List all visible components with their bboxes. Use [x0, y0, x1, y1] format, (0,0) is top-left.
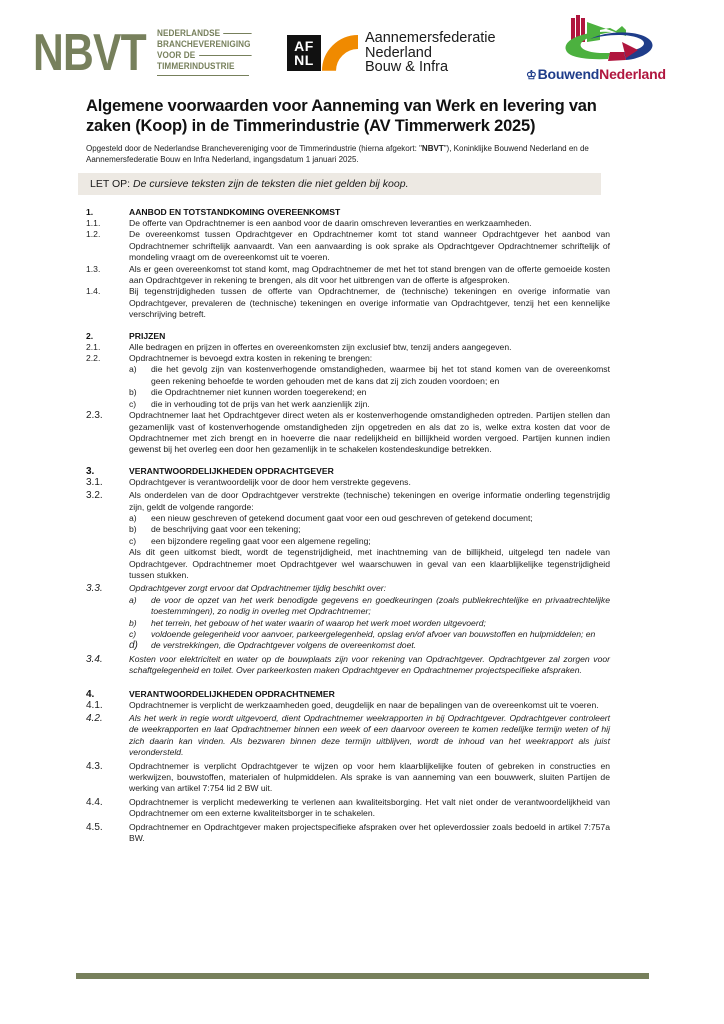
nbvt-logo-line: NEDERLANDSE	[157, 28, 221, 39]
list-item-text: die het gevolg zijn van kostenverhogende omstandigheden, waarmee bij het tot stand komen van de overeenkomst geen rekening behoefde te worden gehouden met de kans dat zij zich zouden voordoen; en	[151, 364, 610, 386]
section-number: 2.	[86, 330, 94, 341]
article	[86, 477, 610, 488]
list-item	[129, 513, 610, 524]
note-text: De cursieve teksten zijn de teksten die niet gelden bij koop.	[133, 178, 409, 190]
article	[86, 229, 610, 263]
list-item-letter: a)	[129, 364, 137, 375]
article-body	[129, 286, 610, 320]
article-text: Opdrachtnemer laat het Opdrachtgever direct weten als er kostenverhogende omstandigheden optreden. Partijen stellen dan gezamenlijk vast of kostenverhogende omstandigheden zijn opgetreden en als dat zo is, welke extra kosten dat voor de Opdrachtnemer met zich brengt en in hoeverre die naar redelijkheid en billijkheid worden vergoed. Partijen kunnen indien gewenst bij het overleg een door hen gezamenlijk in te schakelen kostendeskundige betrekken.	[129, 410, 610, 455]
note-box	[78, 173, 601, 195]
article-number: 3.2.	[86, 490, 103, 502]
article-number: 4.2.	[86, 713, 103, 725]
list-item-text: een nieuw geschreven of getekend document gaat voor een oud geschreven of getekend document;	[151, 512, 533, 523]
list-item	[129, 524, 610, 535]
article-number: 4.4.	[86, 796, 103, 808]
afnl-name-line: Aannemersfederatie	[365, 30, 496, 46]
list-item	[129, 536, 610, 547]
article	[86, 410, 610, 456]
article-number: 3.1.	[86, 476, 103, 488]
list-item	[129, 640, 610, 651]
note-label: LET OP:	[90, 178, 133, 190]
section	[86, 207, 610, 321]
article-body	[129, 490, 610, 581]
article	[86, 353, 610, 410]
list-item-letter: c)	[129, 398, 137, 409]
section-heading	[86, 207, 610, 218]
article-text: Alle bedragen en prijzen in offertes en overeenkomsten zijn exclusief btw, tenzij anders aangegeven.	[129, 341, 512, 352]
nbvt-logo	[33, 24, 251, 82]
article-number: 2.1.	[86, 341, 101, 352]
article-number: 1.3.	[86, 263, 101, 274]
article	[86, 583, 610, 651]
list-item	[129, 399, 610, 410]
article-number: 4.1.	[86, 699, 103, 711]
nbvt-logo-line: VOOR DE	[157, 50, 196, 61]
article-number: 1.1.	[86, 218, 101, 228]
list-item-text: de voor de opzet van het werk benodigde gegevens en goedkeuringen (zoals publiekrechtelijke en privaatrechtelijke toestemmingen), zo nodig in overleg met Opdrachtnemer;	[151, 594, 610, 617]
list-item-letter: c)	[129, 535, 137, 546]
list-item-letter: b)	[129, 387, 137, 398]
list-item-letter: b)	[129, 617, 137, 628]
article	[86, 218, 610, 229]
article-text: Als er geen overeenkomst tot stand komt, mag Opdrachtnemer de met het tot stand brengen van de offerte gemoeide kosten aan Opdrachtgever in rekening te brengen, als dit voor het uitbrengen van de offerte is afgesproken.	[129, 263, 610, 286]
article-text: Opdrachtnemer is bevoegd extra kosten in rekening te brengen:	[129, 353, 373, 364]
bnl-name-part: Bouwend	[537, 66, 600, 82]
section-number: 1.	[86, 207, 94, 217]
article-body	[129, 477, 610, 488]
list-item-text: die Opdrachtnemer niet kunnen worden toegerekend; en	[151, 387, 367, 398]
article	[86, 342, 610, 353]
article-body	[129, 583, 610, 651]
article-body	[129, 797, 610, 820]
article-number: 3.3.	[86, 583, 103, 595]
list-item-letter: a)	[129, 594, 137, 605]
logo-rule	[157, 75, 249, 76]
article	[86, 264, 610, 287]
nbvt-logo-line: BRANCHEVERENIGING	[157, 39, 251, 50]
sections	[86, 207, 610, 847]
list-item-text: voldoende gelegenheid voor aanvoer, parkeergelegenheid, opslag en/of afvoer van bouwstoffen en hulpmiddelen; en	[151, 629, 596, 639]
logo-rule	[199, 55, 252, 56]
article-text: Opdrachtnemer is verplicht de werkzaamheden goed, deugdelijk en naar de bepalingen van de overeenkomst uit te voeren.	[129, 699, 599, 710]
list-item	[129, 629, 610, 640]
nbvt-logo-line: TIMMERINDUSTRIE	[157, 61, 235, 72]
section-number: 4.	[86, 688, 95, 700]
afnl-arc-icon	[322, 35, 358, 71]
document	[86, 96, 610, 847]
afnl-name-line: Bouw & Infra	[365, 59, 449, 75]
article-text: Opdrachtgever is verantwoordelijk voor de door hem verstrekte gegevens.	[129, 476, 411, 487]
article-number: 3.4.	[86, 653, 103, 665]
article-continuation: Als dit geen uitkomst biedt, wordt de tegenstrijdigheid, met inachtneming van de billijkheid, uitgelegd ten nadele van Opdrachtgever. Opdrachtnemer moet Opdrachtgever wel waarschuwen in geval van een klaarblijkelijke tegenstrijdigheid tussen stukken.	[129, 547, 610, 580]
list-item-text: die in verhouding tot de prijs van het werk aanzienlijk zijn.	[151, 398, 370, 409]
nbvt-logo-text	[157, 28, 249, 76]
article-body	[129, 713, 610, 759]
article-number: 4.3.	[86, 760, 103, 772]
list-item	[129, 618, 610, 629]
section	[86, 331, 610, 456]
crown-icon: ♔	[526, 68, 537, 82]
bouwend-nederland-emblem-icon	[560, 12, 660, 66]
article-text: Opdrachtnemer en Opdrachtgever maken projectspecifieke afspraken over het opleverdossier zoals bedoeld in artikel 7:757a BW.	[129, 821, 610, 844]
article-text: De overeenkomst tussen Opdrachtgever en Opdrachtnemer komt tot stand wanneer Opdrachtgever het aanbod van Opdrachtnemer schriftelijk aanvaardt. Van een aanvaarding is ook sprake als Opdrachtgever Opdrachtnemer schriftelijk of mondeling vraagt om de overeenkomst uit te voeren.	[129, 229, 610, 263]
article-text: Opdrachtnemer is verplicht medewerking te verlenen aan kwaliteitsborging. Het valt niet onder de verantwoordelijkheid van Opdrachtnemer om een externe kwaliteitsborger in te schakelen.	[129, 796, 610, 819]
bnl-name-part: Nederland	[599, 66, 666, 82]
article	[86, 286, 610, 320]
list-item	[129, 595, 610, 618]
article	[86, 490, 610, 581]
article-text: Als het werk in regie wordt uitgevoerd, dient Opdrachtnemer weekrapporten in bij Opdrachtgever. Opdrachtgever controleert de weekrapporten en laat Opdrachtnemer binnen een week of een daarvoor overeen te komen redelijke termijn weten of hij zich daarin kan vinden. Als bezwaren binnen deze termijn uitblijven, wordt de inhoud van het weekrapport als juist verondersteld.	[129, 713, 610, 758]
article	[86, 822, 610, 845]
article-body	[129, 822, 610, 845]
bouwend-nederland-name	[526, 66, 666, 82]
list-item-text: de beschrijving gaat voor een tekening;	[151, 524, 301, 535]
intro-bold: NBVT	[421, 144, 444, 153]
article	[86, 654, 610, 677]
list-item-letter: a)	[129, 512, 137, 523]
article-body	[129, 342, 610, 353]
article	[86, 761, 610, 795]
section	[86, 689, 610, 847]
article-body	[129, 218, 610, 229]
article-body	[129, 353, 610, 410]
article-number: 1.2.	[86, 229, 101, 240]
article-number: 2.3.	[86, 410, 103, 422]
section-number: 3.	[86, 465, 95, 477]
afnl-logo-box	[287, 35, 321, 71]
document-title: Algemene voorwaarden voor Aanneming van Werk en levering van zaken (Koop) in de Timmerindustrie (AV Timmerwerk 2025)	[86, 97, 597, 135]
nbvt-logo-mark: NBVT	[33, 24, 146, 82]
spacer	[86, 845, 610, 847]
article-text: Als onderdelen van de door Opdrachtgever verstrekte (technische) tekeningen en overige informatie onderling tegenstrijdig zijn, geldt de volgende rangorde:	[129, 490, 610, 512]
footer-bar	[76, 973, 649, 979]
section-heading	[86, 331, 610, 342]
section-title: AANBOD EN TOTSTANDKOMING OVEREENKOMST	[129, 207, 341, 217]
article-number: 2.2.	[86, 353, 101, 364]
article-number: 1.4.	[86, 286, 101, 297]
logo-rule	[224, 33, 252, 34]
article-body	[129, 410, 610, 456]
afnl-logo	[287, 31, 496, 75]
article-body	[129, 761, 610, 795]
article-body	[129, 700, 610, 711]
afnl-logo-box-line: NL	[294, 51, 314, 68]
intro-text: Opgesteld door de Nederlandse Branchevereniging voor de Timmerindustrie (hierna afgekort: "	[86, 144, 422, 153]
document-intro	[86, 143, 610, 165]
list-item-text: de verstrekkingen, die Opdrachtgever volgens de overeenkomst doet.	[151, 640, 417, 651]
list-item	[129, 364, 610, 387]
intro-text: "), Koninklijke Bouwend Nederland en de Aannemersfederatie Bouw en Infra Nederland, ingangsdatum 1 januari 2025.	[86, 144, 589, 164]
header-logos	[0, 0, 724, 90]
section-title: PRIJZEN	[129, 330, 166, 341]
article-body	[129, 654, 610, 677]
article-text: De offerte van Opdrachtnemer is een aanbod voor de daarin omschreven leveranties en werkzaamheden.	[129, 218, 532, 228]
afnl-logo-box-line: AF	[294, 37, 314, 54]
section-heading	[86, 466, 610, 477]
spacer	[86, 677, 610, 679]
list-item	[129, 387, 610, 398]
afnl-logo-name	[365, 31, 496, 75]
list-item-letter: d)	[129, 640, 138, 652]
afnl-name-line: Nederland	[365, 44, 432, 61]
article-text: Kosten voor elektriciteit en water op de bouwplaats zijn voor rekening van Opdrachtgever. Opdrachtgever zal zorgen voor schaftgelegenheid en toilet. Over parkeerkosten maken Opdrachtgever en Opdrachtnemer projectspecifieke afspraken.	[129, 653, 610, 676]
list-item-text: het terrein, het gebouw of het water waarin of waarop het werk moet worden uitgevoerd;	[151, 617, 486, 628]
article-body	[129, 264, 610, 287]
list-item-letter: b)	[129, 524, 137, 535]
article	[86, 797, 610, 820]
article-text: Bij tegenstrijdigheden tussen de offerte van Opdrachtnemer, de (technische) tekeningen en overige informatie van Opdrachtgever, prevaleren de (technische) tekeningen en overige informatie van Opdrachtgever, tenzij het een kennelijke verschrijving betreft.	[129, 286, 610, 320]
article	[86, 700, 610, 711]
list-item-text: een bijzondere regeling gaat voor een algemene regeling;	[151, 535, 371, 546]
section	[86, 466, 610, 679]
list-item-letter: c)	[129, 629, 137, 639]
article-body	[129, 229, 610, 263]
article-text: Opdrachtnemer is verplicht Opdrachtgever te wijzen op voor hem klaarblijkelijke fouten of gebreken in constructies en werkwijzen, bouwstoffen, materialen of hulpmiddelen. Als sprake is van aanneming van een bouwwerk, sluiten Partijen de werking van artikel 7:754 lid 2 BW uit.	[129, 760, 610, 794]
article-text: Opdrachtgever zorgt ervoor dat Opdrachtnemer tijdig beschikt over:	[129, 583, 386, 594]
section-heading	[86, 689, 610, 700]
bouwend-nederland-logo	[526, 12, 682, 84]
article-number: 4.5.	[86, 821, 103, 833]
section-title: VERANTWOORDELIJKHEDEN OPDRACHTGEVER	[129, 465, 334, 476]
article	[86, 713, 610, 759]
section-title: VERANTWOORDELIJKHEDEN OPDRACHTNEMER	[129, 688, 335, 699]
